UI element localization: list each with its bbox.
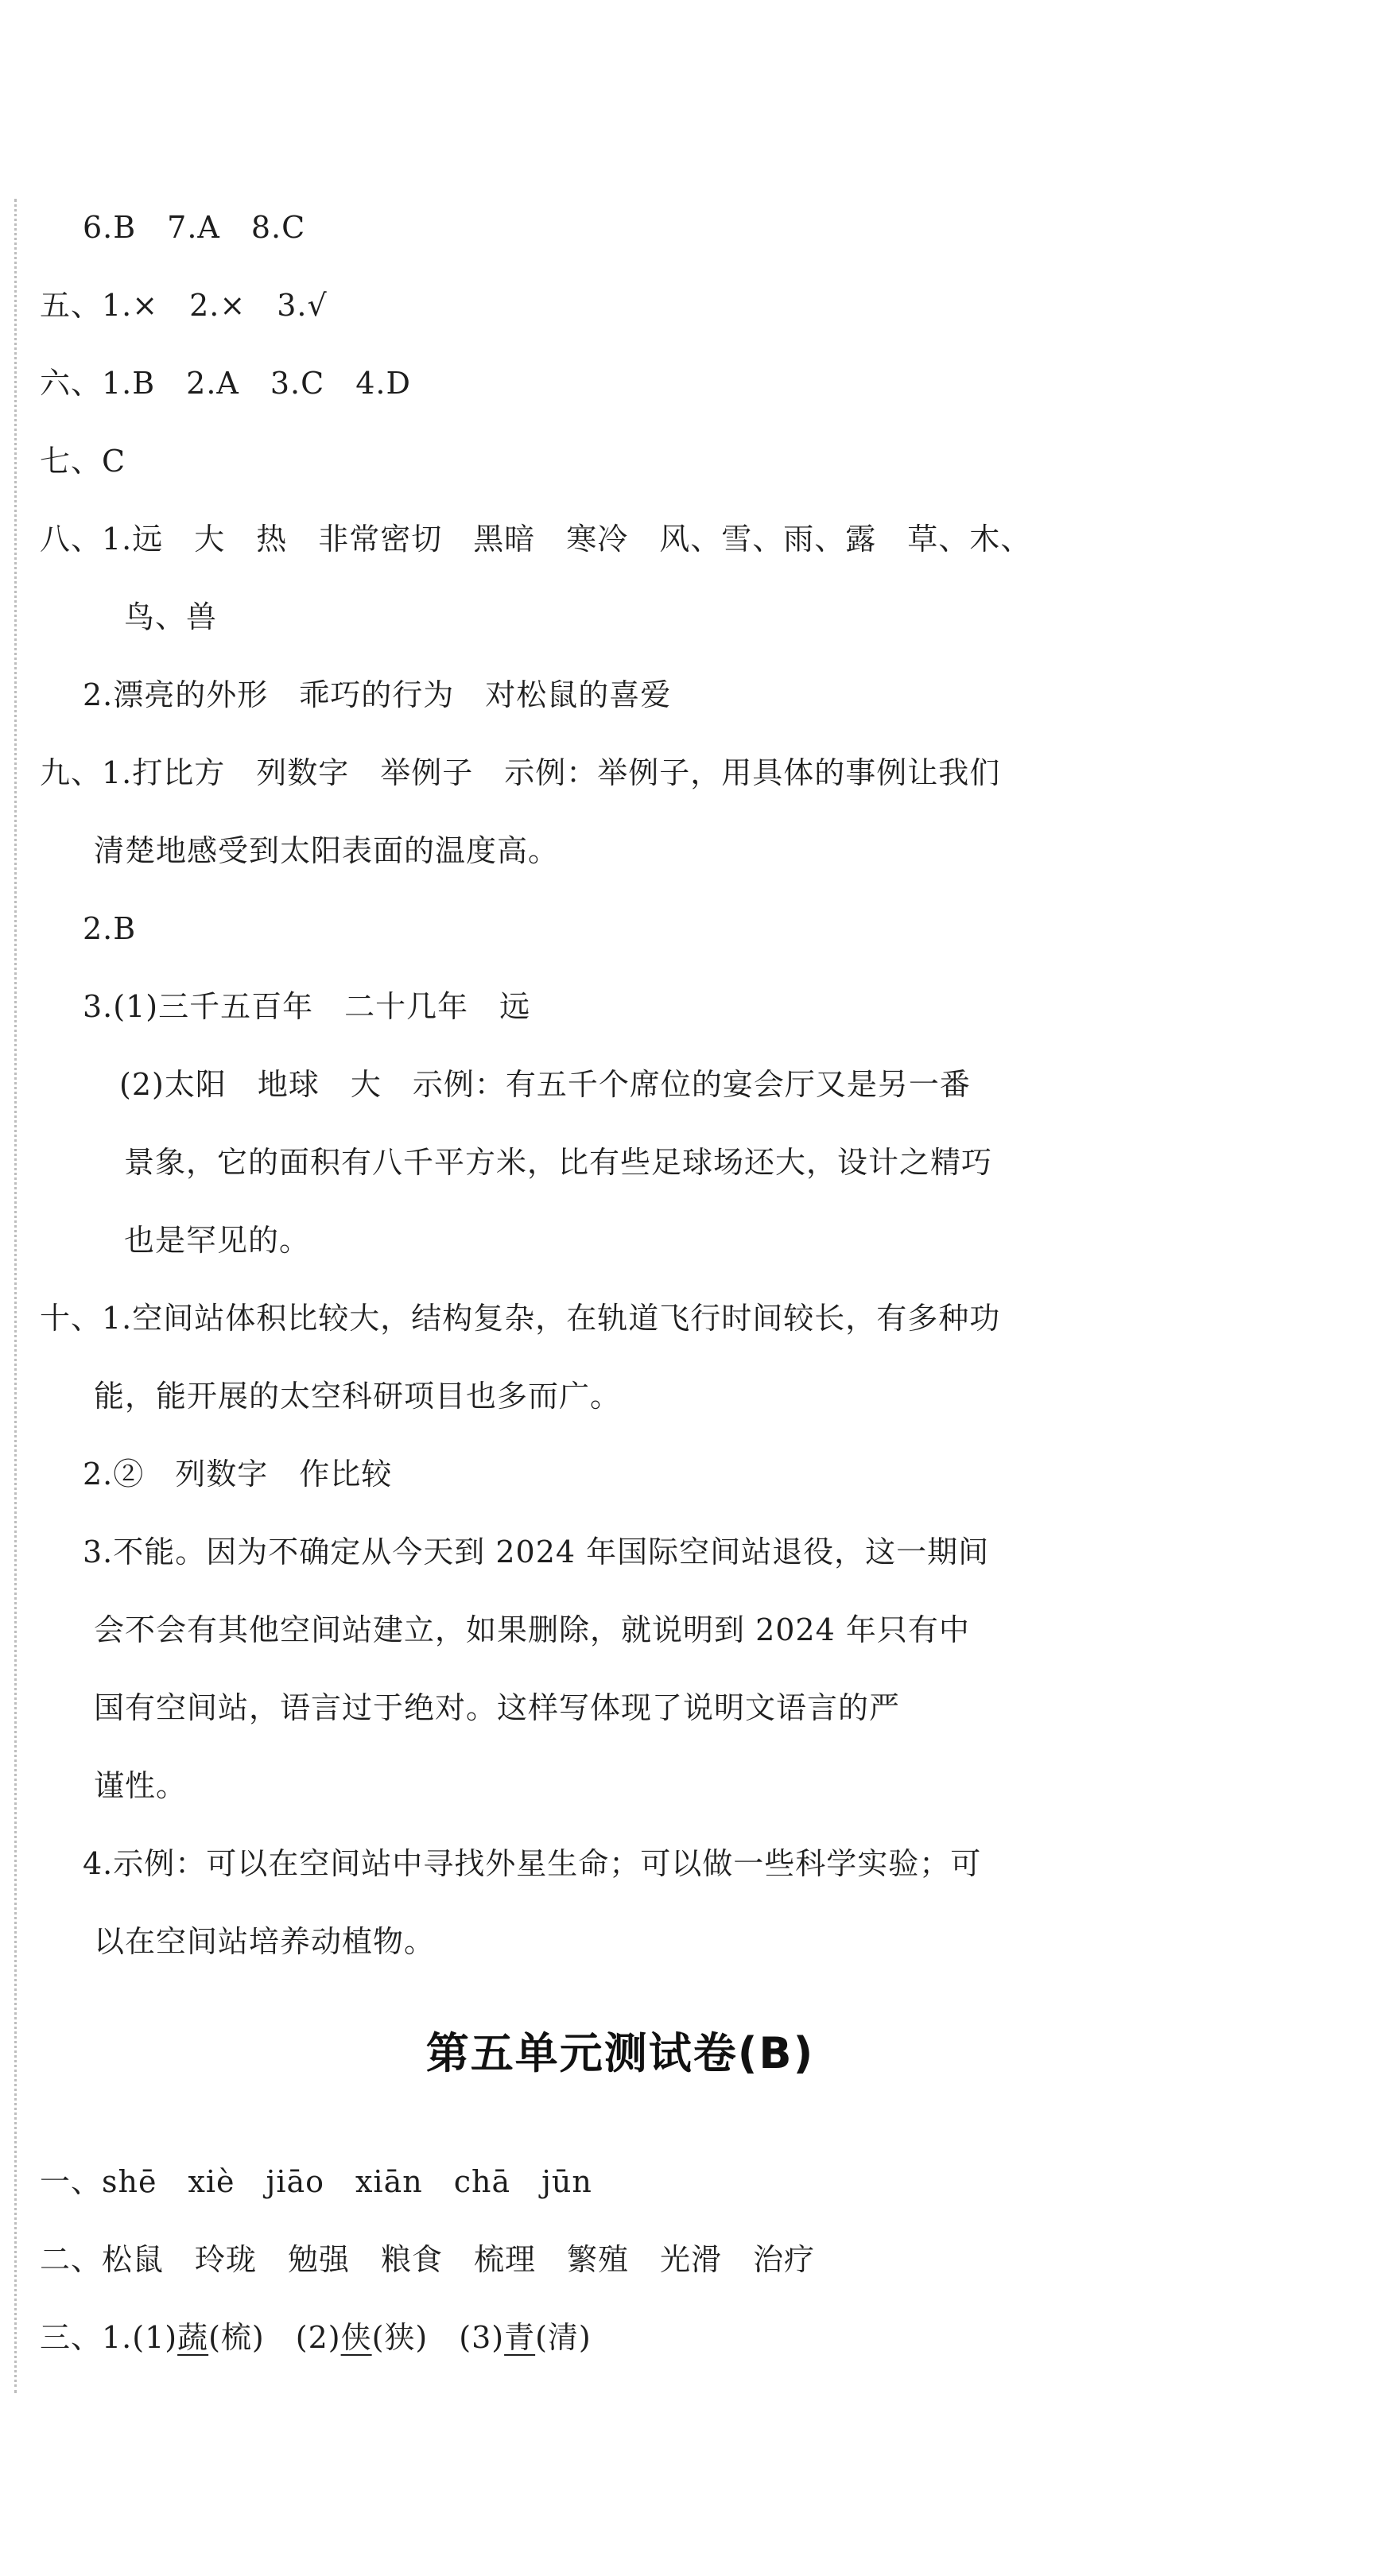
q3-correction-3: (清) [535,2320,592,2355]
answer-section-10-q2: 2.② 列数字 作比较 [83,1457,393,1492]
answer-section-7: 七、C [40,444,126,479]
answer-test-b-section-3 [40,2318,592,2357]
answer-section-10-q1: 十、1.空间站体积比较大，结构复杂，在轨道飞行时间较长，有多种功 [40,1301,1001,1336]
answer-section-10-q3: 3.不能。因为不确定从今天到 2024 年国际空间站退役，这一期间 [83,1534,990,1569]
q3-correction-1: (梳) (2) [208,2320,341,2355]
answer-test-b-section-2: 二、松鼠 玲珑 勉强 粮食 梳理 繁殖 光滑 治疗 [40,2242,816,2277]
answer-section-8-q1: 八、1.远 大 热 非常密切 黑暗 寒冷 风、雪、雨、露 草、木、 [40,522,1032,557]
q3-wrong-char-3: 青 [504,2320,536,2355]
unit-test-title: 第五单元测试卷(B) [425,2028,815,2078]
answer-section-9-q3-2-end: 也是罕见的。 [124,1223,311,1258]
answer-section-10-q3-end: 谨性。 [94,1768,188,1803]
answer-section-9-q1-cont: 清楚地感受到太阳表面的温度高。 [94,833,560,868]
answer-section-5: 五、1.× 2.× 3.√ [40,288,328,323]
answer-section-10-q4: 4.示例：可以在空间站中寻找外星生命；可以做一些科学实验；可 [83,1846,982,1881]
answer-section-10-q4-cont: 以在空间站培养动植物。 [94,1924,436,1959]
q3-wrong-char-2: 侠 [340,2320,372,2355]
answer-section-8-q2: 2.漂亮的外形 乖巧的行为 对松鼠的喜爱 [83,677,672,712]
answer-line-4-6-8: 6.B 7.A 8.C [83,210,306,245]
answer-section-10-q3-cont2: 国有空间站，语言过于绝对。这样写体现了说明文语言的严 [94,1690,901,1725]
answer-section-9-q2: 2.B [83,911,137,946]
answer-section-9-q3-2: (2)太阳 地球 大 示例：有五千个席位的宴会厅又是另一番 [119,1067,971,1102]
answer-test-b-section-1: 一、shē xiè jiāo xiān chā jūn [40,2164,592,2199]
answer-section-6: 六、1.B 2.A 3.C 4.D [40,366,411,401]
q3-prefix: 三、1.(1) [40,2320,178,2355]
q3-wrong-char-1: 蔬 [177,2320,209,2355]
answer-section-9-q1: 九、1.打比方 列数字 举例子 示例：举例子，用具体的事例让我们 [40,755,1001,790]
answer-section-10-q1-cont: 能，能开展的太空科研项目也多而广。 [94,1379,622,1414]
q3-correction-2: (狭) (3) [371,2320,505,2355]
answer-section-9-q3-2-cont: 景象，它的面积有八千平方米，比有些足球场还大，设计之精巧 [124,1145,993,1180]
answer-section-8-q1-cont: 鸟、兽 [124,599,218,634]
answer-section-10-q3-cont1: 会不会有其他空间站建立，如果删除，就说明到 2024 年只有中 [94,1612,970,1647]
answer-section-9-q3-1: 3.(1)三千五百年 二十几年 远 [83,989,531,1024]
